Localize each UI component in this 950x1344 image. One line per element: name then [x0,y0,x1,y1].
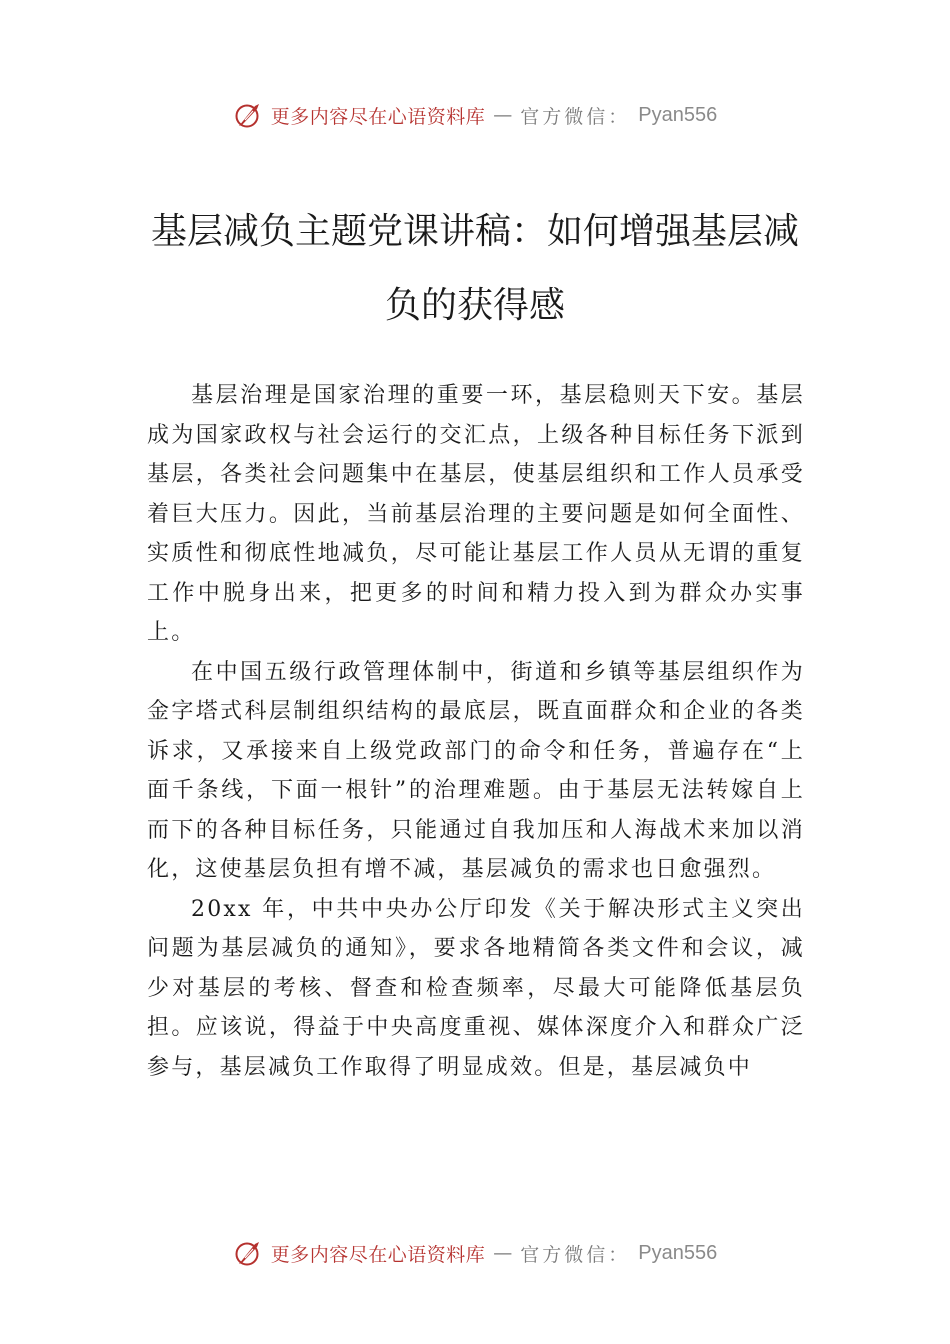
title-line-2: 负的获得感 [384,285,565,326]
brand-separator: — [493,104,513,126]
wechat-label: 官方微信： [520,105,631,128]
brand-text: 更多内容尽在心语资料库 [270,105,486,128]
wechat-label: 官方微信： [520,1243,631,1266]
quill-logo-icon [233,1238,263,1268]
wechat-id: Pyan556 [638,1241,718,1264]
paragraph-2: 在中国五级行政管理体制中，街道和乡镇等基层组织作为金字塔式科层制组织结构的最底层，既直面群众和企业的各类诉求，又承接来自上级党政部门的命令和任务，普遍存在“上面千条线，下面一根针”的治理难题。由于基层无法转嫁自上而下的各种目标任务，只能通过自我加压和人海战术来加以消化，这使基层负担有增不减，基层减负的需求也日愈强烈。 [147,659,805,882]
document-body [147,376,805,1087]
wechat-id: Pyan556 [638,103,718,126]
brand-text: 更多内容尽在心语资料库 [270,1243,486,1266]
footer-brand-bar [0,1233,950,1273]
quill-logo-icon [233,100,263,130]
brand-separator: — [493,1242,513,1264]
paragraph-1: 基层治理是国家治理的重要一环，基层稳则天下安。基层成为国家政权与社会运行的交汇点，上级各种目标任务下派到基层，各类社会问题集中在基层，使基层组织和工作人员承受着巨大压力。因此，当前基层治理的主要问题是如何全面性、实质性和彻底性地减负，尽可能让基层工作人员从无谓的重复工作中脱身出来，把更多的时间和精力投入到为群众办实事上。 [147,383,805,645]
title-line-1: 基层减负主题党课讲稿：如何增强基层减 [150,211,799,252]
paragraph-3: 20xx 年，中共中央办公厅印发《关于解决形式主义突出问题为基层减负的通知》，要求各地精简各类文件和会议，减少对基层的考核、督查和检查频率，尽最大可能降低基层负担。应该说，得益于中央高度重视、媒体深度介入和群众广泛参与，基层减负工作取得了明显成效。但是，基层减负中 [147,896,805,1080]
document-title [150,195,800,343]
header-brand-bar [0,95,950,135]
